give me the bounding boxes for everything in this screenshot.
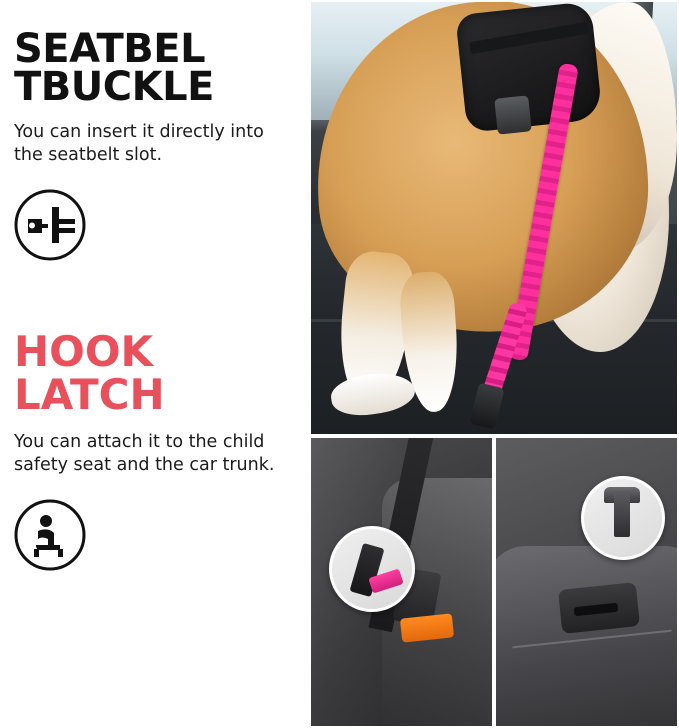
feature-2-headline [14, 326, 291, 419]
feature-1-headline [14, 26, 291, 111]
feature-1-body: You can insert it directly into the seatbelt slot. [14, 121, 264, 165]
feature-2-headline-line1: HOOK [14, 326, 154, 376]
seat-back [496, 546, 677, 726]
child-seat-icon [14, 499, 86, 571]
photo-child-seat-anchor [496, 438, 677, 726]
feature-2-body: You can attach it to the child safety seat and the car trunk. [14, 431, 275, 475]
feature-seatbelt-buckle [14, 26, 291, 261]
feature-2-headline-line2: LATCH [14, 369, 165, 419]
feature-hook-latch [14, 326, 291, 571]
zoom-inset-buckle [329, 526, 415, 612]
photo-seatbelt-slot [311, 438, 492, 726]
feature-1-headline-line1: SEATBEL [14, 26, 206, 72]
seatbelt-buckle-icon [14, 189, 86, 261]
zoom-hook-shaft [614, 491, 630, 537]
zoom-inset-hook [581, 476, 665, 560]
feature-1-headline-line2: TBUCKLE [14, 64, 214, 111]
text-column [0, 0, 305, 728]
harness-buckle [494, 95, 532, 134]
photo-dog-in-trunk [311, 2, 677, 434]
